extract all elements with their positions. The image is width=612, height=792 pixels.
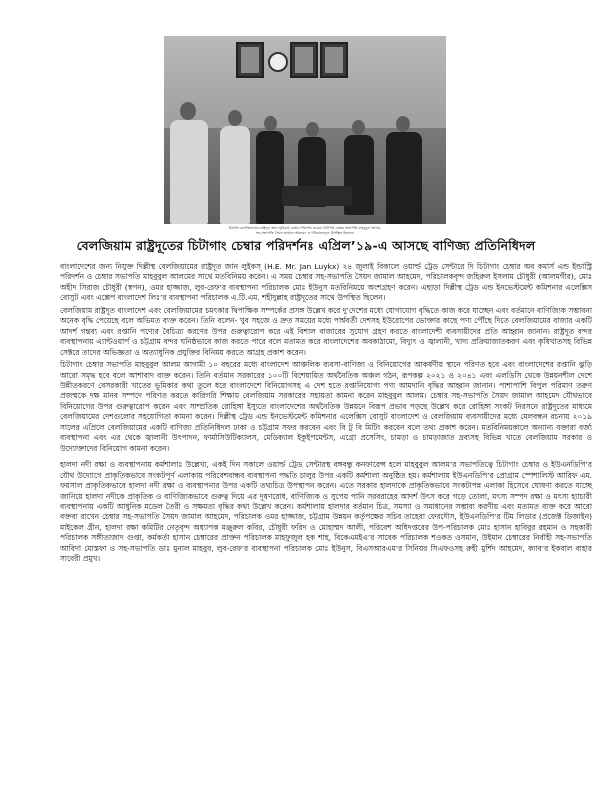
person [180,102,196,120]
wall-clock [268,52,288,72]
article-paragraph: বেলজিয়াম রাষ্ট্রদূত বাংলাদেশ এবং বেলজিয়ামের চমৎকার দ্বিপাক্ষিক সম্পর্কের প্রসঙ্গ উল্লেখ করে দু’দেশের মধ্যে যোগাযোগ বৃদ্ধিতে কাজ করে যাচ্ছেন এবং বর্তমানে বাণিজ্যিক সম্ভাবনা অনেক বৃদ্ধি পেয়েছে বলে অভিমত ব্যক্ত করেন। তিনি বলেন- খুব সহজে ও দ্রুত সময়ের মধ্যে পার্শ্ববর্তী দেশসহ ইউরোপের ভোক্তার কাছে পণ্য পৌঁছে দিতে বেলজিয়ামের বাজার একটি আদর্শ গন্তব্য এবং রপ্তানি পণ্যের বৈচিত্র্য করণের উপর গুরুত্বারোপ করে এই বিশাল বাজারের সুযোগ গ্রহণ করতে বাংলাদেশী ব্যবসায়ীদের প্রতি আহ্বান জানান। রাষ্ট্রদূত বন্দর ব্যবস্থাপনায় এ্যান্টওয়ার্প ও চট্টগ্রাম বন্দর ঘনিষ্ঠভাবে কাজ করতে পারে বলে মতামত করে বাংলাদেশের অবকাঠামো, বিদ্যুৎ ও জ্বালানী, খাদ্য প্রক্রিয়াজাতকরণ এবং কৃষিখাতসহ বিভিন্ন সেক্টরে তাদের অভিজ্ঞতা ও অত্যাধুনিক প্রযুক্তির বিনিময় করতে আগ্রহ প্রকাশ করেন। [60,305,592,357]
person [256,131,284,224]
person [352,120,365,135]
person [306,122,319,137]
photo-caption-line: চিট্টাগং বেলজিয়ামের রাষ্ট্রদূত জান লুয়িকস্ চেম্বার পরিদর্শন করেন। চিটাগাং চেম্বার সভাপতি মাহবুবুল আলম, [228,226,382,230]
portrait-frame [290,42,318,78]
meeting-photo [164,36,446,224]
portrait-frame [236,42,264,78]
photo-caption [164,226,446,236]
photo-caption-line: সহ-সভাপতি সৈয়দ জামাল আহমেদ ও পরিচালকবৃন্দ উপস্থিত ছিলেন। [255,231,355,235]
person [228,110,242,126]
person [386,132,422,224]
article-paragraph: বাংলাদেশের জন্য নিযুক্ত দিল্লীস্থ বেলজিয়ামের রাষ্ট্রদূত জান লুইকস্ (H.E. Mr. Jan Luykx) ২৪ জুলাই বিকালে ওয়ার্ল্ড ট্রেড সেন্টারে দি চিটাগাং চেম্বার অব কমার্স এন্ড ইন্ডাস্ট্রি পরিদর্শন ও চেম্বার সভাপতি মাহবুবুল আলমের সাথে মতবিনিময় করেন। এ সময় চেম্বার সহ-সভাপতি সৈয়দ জামাল আহমেদ, পরিচালকবৃন্দ জহিরুল ইসলাম চৌধুরী (আলমগীর), মোঃ অহীদ সিরাজ চৌধুরী (স্বপন), ওমর হাজ্জাজ, লুব-রেফ’র ব্যবস্থাপনা পরিচালক মোঃ ইউনুস মতবিনিময়ে অংশগ্রহণ করেন। এছাড়া দিল্লীস্থ ট্রেড এন্ড ইনভেস্টমেন্ট কমিশনার এলেক্সিস বোসুট এবং এক্সেপ বাংলাদেশ লিঃ’র ব্যবস্থাপনা পরিচালক এ.টি.এম. শহীদুল্লাহ রাষ্ট্রদূতের সাথে উপস্থিত ছিলেন। [60,262,592,303]
person [396,116,410,132]
article-headline: বেলজিয়াম রাষ্ট্রদূতের চিটাগাং চেম্বার পরিদর্শনঃ এপ্রিল’১৯-এ আসছে বাণিজ্য প্রতিনিধিদল [76,238,536,253]
person [170,120,208,224]
portrait-frame [320,42,348,78]
coffee-table [282,186,352,206]
article-paragraph: হালদা নদী রক্ষা ও ব্যবস্থাপনায় কর্মশালাঃ উল্লেখ্য, একই দিন সকালে ওয়ার্ল্ড ট্রেড সেন্টারস্থ বঙ্গবন্ধু কনফারেন্স হলে মাহবুবুল আলম’র সভাপতিত্বে চিটাগাং চেম্বার ও ইউএনডিপি’র যৌথ উদ্যোগে প্রাকৃতিকভাবে সংকটপূর্ণ এলাকায় পরিবেশবান্ধব ব্যবস্থাপনা পদ্ধতি চালুর উপর একটি কর্মশালা অনুষ্ঠিত হয়। কর্মশালায় ইউএনডিপি’র প্রোগ্রাম স্পেশালিস্ট আরিফ এম. ফয়সাল প্রাকৃতিকভাবে হালদা নদী রক্ষা ও ব্যবস্থাপনার উপর একটি তথ্যচিত্র উপস্থাপন করেন। এতে সরকার হালদাকে প্রাকৃতিকভাবে সংকটাপন্ন এলাকা হিসেবে ঘোষণা করতে যাচ্ছে জানিয়ে হালদা নদীকে প্রাকৃতিক ও বাণিজ্যিকভাবে গুরুত্ব দিয়ে এর দূষণরোধ, বাণিজ্যিক ও সুপেয় পানি সরবরাহের আদর্শ উৎস করে গড়ে তোলা, মৎস্য সম্পদ রক্ষা ও মৎস্য হ্যাচারী ব্যবস্থাপনায় একটি আধুনিক মডেল তৈরী ও সক্ষমতা বৃদ্ধির কথা উল্লেখ করেন। কর্মশালায় হালদার বর্তমান চিত্র, সমস্যা ও সমাধানের সম্ভাব্য করণীয় এবং মতামত ব্যক্ত করে আরো বক্তব্য রাখেন চেম্বার সহ-সভাপতি সৈয়দ জামাল আহমেদ, পরিচালক ওমর হাজ্জাজ, চট্টগ্রাম উন্নয়ন কর্তৃপক্ষের সচিব তাহেরা ফেরদৌস, ইউএনডিপি’র টিম লিডার (প্রজেক্ট ডিজাইন) মাইকেল গ্রীন, হালদা রক্ষা কমিটির নেতৃবৃন্দ অধ্যাপক মঞ্জুরুল কবির, চৌধুরী ফরিদ ও মোহাম্মদ আলী, পরিবেশ অধিদপ্তরের উপ-পরিচালক মোঃ হাসান হাবিবুর রহমান ও সহকারী পরিচালক সঙ্গীতাজাদ গুপ্তা, কর্মকর্তা হাসান চেম্বারের প্রাক্তন পরিচালক মাহফুজুল হক শাহ, বিকেএমইএ’র সাবেক পরিচালক শওকত ওসমান, উইমান চেম্বারের নির্বাহী সহ-সভাপতি আবিদা মোস্তফা ও সহ-সভাপতি ডাঃ মুনাল মাহবুব, লুব-রেফ’র ব্যবস্থাপনা পরিচালক মোঃ ইউনুস, বিএসআরএম’র সিনিয়র সিএফওসহ রুহী মুর্শিদ আহমেদ, ক্যাব’র ইকবাল বাহার সাবেরী প্রমুখ। [60,460,592,564]
person [220,126,250,224]
person [264,116,277,131]
article-paragraph: চিটাগাং চেম্বার সভাপতি মাহবুবুল আলম আগামী ১০ বছরের মধ্যে বাংলাদেশ আঞ্চলিক ব্যবসা-বাণিজ্য ও বিনিয়োগের আকর্ষণীয় স্থানে পরিণত হবে এবং বাংলাদেশের রপ্তানি ঝুড়ি আরো সমৃদ্ধ হবে বলে আশাবাদ ব্যক্ত করেন। তিনি বর্তমান সরকারের ১০০টি বিশেষায়িত অর্থনৈতিক অঞ্চল গঠন, রূপকল্প ২০২১ ও ২০৪১ এবং এলডিসি থেকে উন্নয়নশীল দেশে উন্নীতকরণে বেসরকারী খাতের ভূমিকার কথা তুলে ধরে বাংলাদেশে বিনিয়োগসহ এ দেশ হতে রপ্তানিযোগ্য পণ্য আমদানি বৃদ্ধির আহ্বান জানান। পাশাপাশি বিপুল পরিমাণ তরুণ প্রজন্মকে দক্ষ মানব সম্পদে পরিণত করতে কারিগরি শিক্ষায় বেলজিয়াম সরকারের সহায়তা কামনা করেন মাহবুবুল আলম। চেম্বার সহ-সভাপতি সৈয়দ জামাল আহমেদ যৌথভাবে বিনিয়োগের উপর গুরুত্বারোপ করেন এবং সাম্প্রতিক রোহিঙ্গা ইস্যুতে বাংলাদেশের অর্থনৈতিক উন্নয়নে বিরূপ প্রভাব পড়ছে উল্লেখ করে রোহিঙ্গা সংকট নিরসনে রাষ্ট্রদূতের মাধ্যমে বেলজিয়ামের দেশগুলোর সহযোগিতা কামনা করেন। দিল্লীস্থ ট্রেড এন্ড ইনভেস্টমেন্ট কমিশনার এলেক্সিস বোসুট বাংলাদেশ ও বেলজিয়াম ব্যবসায়ীদের মধ্যে মেলবন্ধন রচনায় ২০১৯ সালের এপ্রিলে বেলজিয়ামের একটি বাণিজ্য প্রতিনিধিদল ঢাকা ও চট্টগ্রাম সফর করবেন এবং বি টু বি মিটিং করবেন বলে তথ্য প্রকাশ করেন। মতবিনিময়কালে অন্যান্য বক্তারা বর্জ্য ব্যবস্থাপনা এবং এর থেকে জ্বালানী উৎপাদন, ফার্মাসিউটিক্যালস, মেডিক্যাল ইকুইপমেন্টস, এগ্রো প্রসেসিং, চামড়া ও চামড়াজাত দ্রব্যসহ বিভিন্ন খাতে বেলজিয়াম সরকার ও উদ্যোক্তাদের বিনিয়োগ কামনা করেন। [60,360,592,453]
article-body [60,262,592,567]
